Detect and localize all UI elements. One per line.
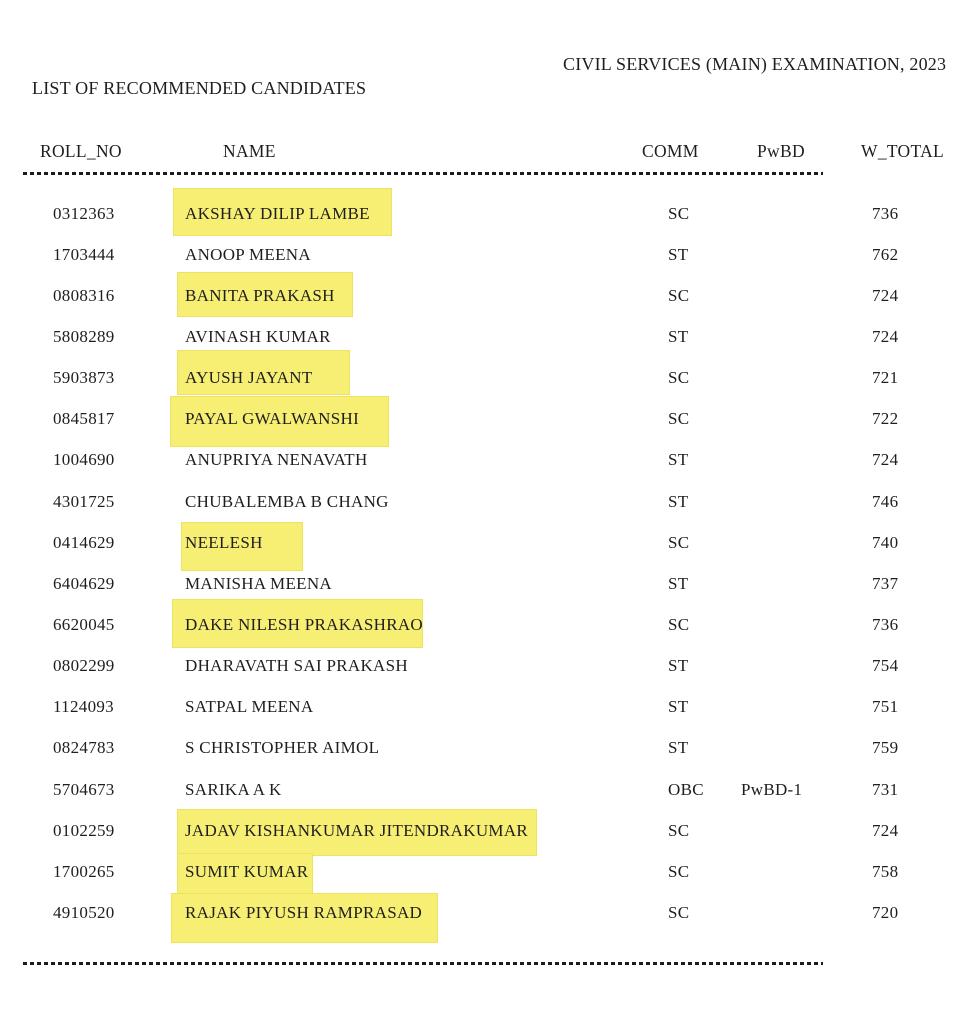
w-total-cell: 722: [872, 409, 899, 429]
w-total-cell: 740: [872, 532, 899, 552]
comm-cell: SC: [668, 203, 690, 223]
column-header-pwbd: PwBD: [757, 141, 805, 161]
name-cell: AYUSH JAYANT: [185, 368, 313, 388]
w-total-cell: 724: [872, 285, 899, 305]
table-row: [0, 646, 974, 687]
comm-cell: SC: [668, 532, 690, 552]
table-row: [0, 399, 974, 440]
w-total-cell: 721: [872, 368, 899, 388]
w-total-cell: 737: [872, 573, 899, 593]
column-header-comm: COMM: [642, 141, 699, 161]
name-cell: NEELESH: [185, 532, 263, 552]
table-row: [0, 440, 974, 481]
exam-title: CIVIL SERVICES (MAIN) EXAMINATION, 2023: [563, 54, 947, 74]
roll-no-cell: 0808316: [53, 285, 115, 305]
table-row: [0, 193, 974, 234]
w-total-cell: 724: [872, 820, 899, 840]
name-cell: MANISHA MEENA: [185, 573, 332, 593]
table-row: [0, 851, 974, 892]
column-header-w-total: W_TOTAL: [861, 141, 944, 161]
name-cell: PAYAL GWALWANSHI: [185, 409, 360, 429]
roll-no-cell: 6404629: [53, 573, 115, 593]
roll-no-cell: 5808289: [53, 326, 115, 346]
roll-no-cell: 0845817: [53, 409, 115, 429]
table-row: [0, 522, 974, 563]
roll-no-cell: 6620045: [53, 614, 115, 634]
name-cell: AVINASH KUMAR: [185, 326, 331, 346]
w-total-cell: 762: [872, 244, 899, 264]
comm-cell: SC: [668, 820, 690, 840]
w-total-cell: 746: [872, 491, 899, 511]
table-row: [0, 358, 974, 399]
table-row: [0, 892, 974, 933]
w-total-cell: 731: [872, 779, 899, 799]
roll-no-cell: 1124093: [53, 697, 114, 717]
comm-cell: ST: [668, 244, 689, 264]
comm-cell: OBC: [668, 779, 704, 799]
comm-cell: SC: [668, 285, 690, 305]
comm-cell: ST: [668, 450, 689, 470]
table-row: [0, 728, 974, 769]
roll-no-cell: 5704673: [53, 779, 115, 799]
comm-cell: ST: [668, 573, 689, 593]
comm-cell: ST: [668, 491, 689, 511]
comm-cell: SC: [668, 409, 690, 429]
name-cell: S CHRISTOPHER AIMOL: [185, 738, 380, 758]
name-cell: ANUPRIYA NENAVATH: [185, 450, 368, 470]
name-cell: SARIKA A K: [185, 779, 282, 799]
comm-cell: SC: [668, 861, 690, 881]
w-total-cell: 751: [872, 697, 899, 717]
w-total-cell: 759: [872, 738, 899, 758]
w-total-cell: 724: [872, 450, 899, 470]
table-row: [0, 687, 974, 728]
comm-cell: SC: [668, 614, 690, 634]
roll-no-cell: 4301725: [53, 491, 115, 511]
roll-no-cell: 1703444: [53, 244, 115, 264]
column-header-roll-no: ROLL_NO: [40, 141, 122, 161]
name-cell: CHUBALEMBA B CHANG: [185, 491, 389, 511]
column-header-name: NAME: [223, 141, 276, 161]
roll-no-cell: 1700265: [53, 861, 115, 881]
name-cell: SATPAL MEENA: [185, 697, 314, 717]
name-cell: ANOOP MEENA: [185, 244, 311, 264]
comm-cell: ST: [668, 656, 689, 676]
table-row: [0, 563, 974, 604]
name-cell: BANITA PRAKASH: [185, 285, 335, 305]
w-total-cell: 758: [872, 861, 899, 881]
roll-no-cell: 4910520: [53, 902, 115, 922]
pwbd-cell: PwBD-1: [741, 779, 803, 799]
table-row: [0, 810, 974, 851]
w-total-cell: 736: [872, 203, 899, 223]
table-row: [0, 316, 974, 357]
comm-cell: ST: [668, 697, 689, 717]
table-row: [0, 275, 974, 316]
name-cell: SUMIT KUMAR: [185, 861, 309, 881]
w-total-cell: 724: [872, 326, 899, 346]
name-cell: AKSHAY DILIP LAMBE: [185, 203, 370, 223]
table-body: [0, 193, 974, 934]
list-title: LIST OF RECOMMENDED CANDIDATES: [32, 78, 367, 98]
roll-no-cell: 0312363: [53, 203, 115, 223]
roll-no-cell: 0802299: [53, 656, 115, 676]
roll-no-cell: 0414629: [53, 532, 115, 552]
comm-cell: SC: [668, 902, 690, 922]
name-cell: DAKE NILESH PRAKASHRAO: [185, 614, 424, 634]
name-cell: RAJAK PIYUSH RAMPRASAD: [185, 902, 423, 922]
comm-cell: ST: [668, 326, 689, 346]
w-total-cell: 736: [872, 614, 899, 634]
name-cell: DHARAVATH SAI PRAKASH: [185, 656, 408, 676]
w-total-cell: 754: [872, 656, 899, 676]
w-total-cell: 720: [872, 902, 899, 922]
comm-cell: ST: [668, 738, 689, 758]
table-row: [0, 234, 974, 275]
comm-cell: SC: [668, 368, 690, 388]
table-row: [0, 769, 974, 810]
roll-no-cell: 1004690: [53, 450, 115, 470]
roll-no-cell: 0102259: [53, 820, 115, 840]
table-row: [0, 481, 974, 522]
roll-no-cell: 5903873: [53, 368, 115, 388]
name-cell: JADAV KISHANKUMAR JITENDRAKUMAR: [185, 820, 529, 840]
roll-no-cell: 0824783: [53, 738, 115, 758]
table-row: [0, 604, 974, 645]
